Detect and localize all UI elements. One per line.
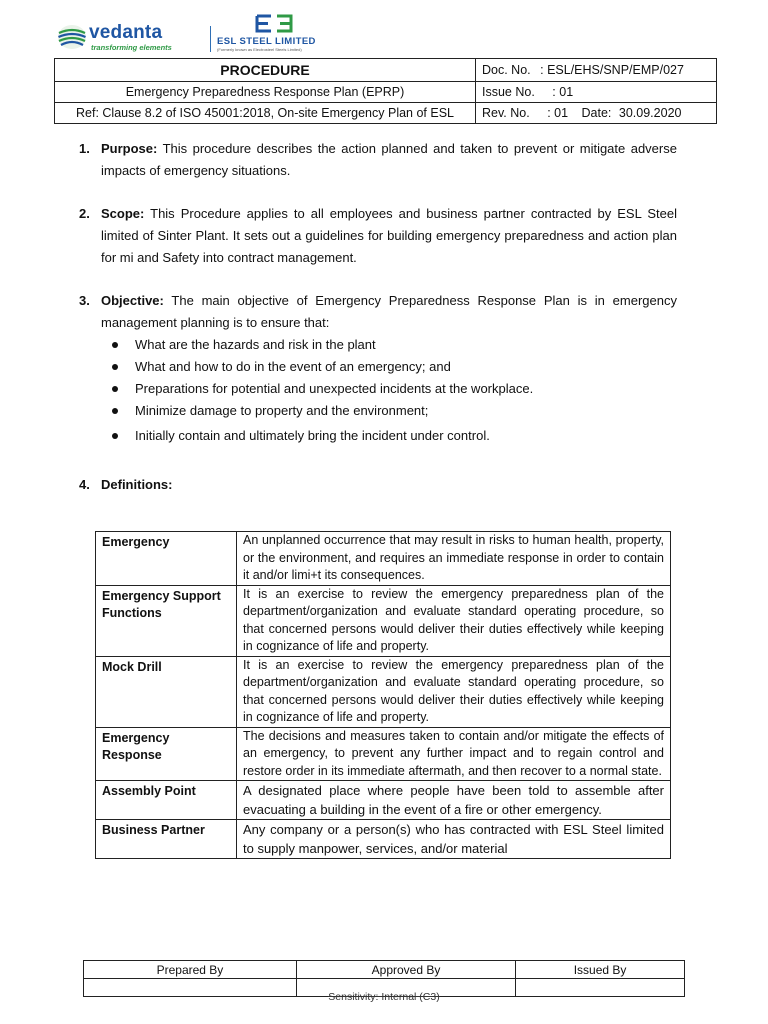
rev-no-label: Rev. No. [482, 106, 530, 120]
procedure-title: PROCEDURE [55, 59, 476, 82]
bullet-text: Preparations for potential and unexpected incidents at the workplace. [135, 381, 534, 396]
objective-text: The main objective of Emergency Preparedness Response Plan is in emergency management planning is to ensure that: [101, 293, 677, 330]
definition-text: The decisions and measures taken to contain and/or mitigate the effects of an emergency, to prevent any further impact and to regain control and restore order in its immediate aftermath, and then recover to a normal state. [237, 727, 671, 781]
definition-text: A designated place where people have been told to assemble after evacuating a building in the event of a fire or other emergency. [237, 781, 671, 820]
purpose-heading: Purpose: [101, 141, 158, 156]
objective-paragraph [101, 290, 677, 334]
bullet-icon [112, 433, 118, 439]
definition-term: Business Partner [96, 820, 237, 859]
bullet-text: What and how to do in the event of an emergency; and [135, 359, 451, 374]
esl-logo [215, 14, 345, 54]
table-row [96, 656, 671, 727]
definition-term: Emergency Response [96, 727, 237, 781]
procedure-subtitle: Emergency Preparedness Response Plan (EPRP) [55, 82, 476, 103]
list-item [101, 425, 677, 447]
bullet-icon [112, 342, 118, 348]
list-item [101, 334, 677, 356]
bullet-icon [112, 364, 118, 370]
definition-term: Mock Drill [96, 656, 237, 727]
vedanta-logo [57, 24, 207, 54]
doc-no-value: : ESL/EHS/SNP/EMP/027 [540, 63, 684, 77]
rev-no-cell [476, 103, 717, 124]
logo-divider [210, 26, 211, 52]
procedure-reference: Ref: Clause 8.2 of ISO 45001:2018, On-site Emergency Plan of ESL [55, 103, 476, 124]
table-row [96, 781, 671, 820]
definition-term: Emergency [96, 532, 237, 586]
list-item [101, 378, 677, 400]
scope-text: This Procedure applies to all employees and business partner contracted by ESL Steel limited of Sinter Plant. It sets out a guidelines for building emergency preparedness and action plan for mi and Safety into contract management. [101, 206, 677, 265]
table-row [96, 585, 671, 656]
list-item [101, 400, 677, 422]
definition-text: It is an exercise to review the emergency preparedness plan of the department/organization and evaluate standard operating procedure, so that concerned persons would deliver their duties effectively while keeping in cognizance of life and property. [237, 656, 671, 727]
definition-text: Any company or a person(s) who has contracted with ESL Steel limited to supply manpower, services, and/or material [237, 820, 671, 859]
objective-bullet-list [101, 334, 677, 447]
sensitivity-label: Sensitivity: Internal (C3) [328, 991, 440, 1003]
definition-term: Assembly Point [96, 781, 237, 820]
bullet-icon [112, 408, 118, 414]
doc-no-cell [476, 59, 717, 82]
bullet-icon [112, 386, 118, 392]
table-row [96, 727, 671, 781]
header-logos [57, 14, 347, 54]
bullet-text: What are the hazards and risk in the plant [135, 337, 376, 352]
doc-no-label: Doc. No. [482, 63, 531, 77]
purpose-section [79, 138, 677, 182]
esl-emblem-icon [255, 14, 295, 34]
table-row [96, 820, 671, 859]
definition-text: It is an exercise to review the emergency preparedness plan of the department/organization and evaluate standard operating procedure, so that concerned persons would deliver their duties effectively while keeping in cognizance of life and property. [237, 585, 671, 656]
date-label: Date: [581, 106, 612, 120]
issue-no-value: : 01 [552, 85, 574, 99]
rev-no-value: : 01 [547, 106, 569, 120]
section-number: 2. [79, 206, 90, 221]
scope-section [79, 203, 677, 269]
section-number: 1. [79, 141, 90, 156]
purpose-text: This procedure describes the action planned and taken to prevent or mitigate adverse impacts of emergency situations. [101, 141, 677, 178]
list-item [101, 356, 677, 378]
date-value: 30.09.2020 [618, 106, 682, 120]
vedanta-wordmark: vedanta [89, 22, 163, 43]
table-row [96, 532, 671, 586]
issued-by-label: Issued By [516, 961, 685, 979]
definition-text: An unplanned occurrence that may result in risks to human health, property, or the environment, and requires an immediate response in order to contain it and/or limi+t its consequences. [237, 532, 671, 586]
objective-heading: Objective: [101, 293, 164, 308]
issue-no-label: Issue No. [482, 85, 535, 99]
scope-paragraph [101, 203, 677, 269]
bullet-text: Initially contain and ultimately bring the incident under control. [135, 428, 490, 443]
issue-no-cell [476, 82, 717, 103]
definitions-heading-row [101, 474, 677, 496]
definitions-table [95, 531, 671, 859]
definition-term: Emergency Support Functions [96, 585, 237, 656]
bullet-text: Minimize damage to property and the environment; [135, 403, 429, 418]
purpose-paragraph [101, 138, 677, 182]
esl-wordmark: ESL STEEL LIMITED [217, 36, 316, 47]
objective-section [79, 290, 677, 447]
vedanta-tagline: transforming elements [91, 43, 172, 52]
prepared-by-label: Prepared By [84, 961, 297, 979]
vedanta-globe-icon [57, 24, 87, 50]
scope-heading: Scope: [101, 206, 145, 221]
approved-by-label: Approved By [296, 961, 515, 979]
document-header-table [54, 58, 717, 124]
section-number: 3. [79, 293, 90, 308]
esl-subtitle: (Formerly known as Electrosteel Steels Limited) [217, 47, 302, 52]
definitions-section [79, 474, 677, 496]
definitions-heading: Definitions: [101, 477, 173, 492]
section-number: 4. [79, 477, 90, 492]
